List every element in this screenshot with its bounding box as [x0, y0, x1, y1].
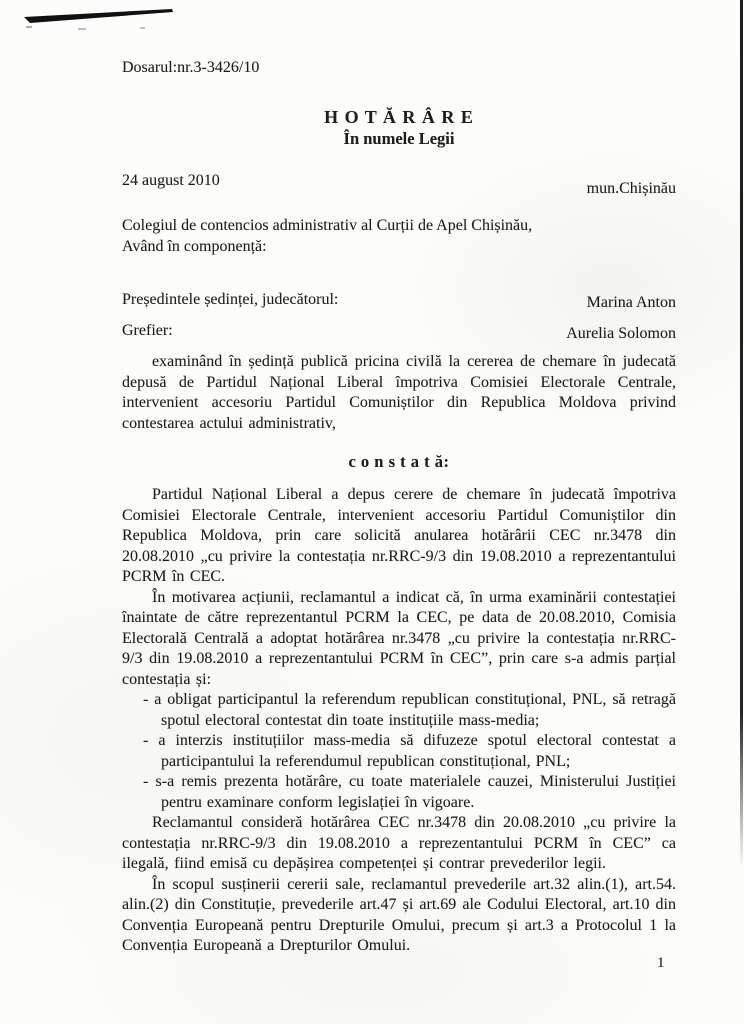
ruling-points-list: [122, 690, 676, 813]
body-paragraph: Reclamantul consideră hotărârea CEC nr.3478 din 20.08.2010 „cu privire la contestația nr.RRC-9/3 din 19.08.2010 a reprezentantului PCRM în CEC” ca ilegală, fiind emisă cu depășirea competenței și contrar prevederilor legii.: [122, 814, 676, 872]
page-number: 1: [657, 955, 665, 971]
court-name: Colegiul de contencios administrativ al Curții de Apel Chișinău,: [122, 217, 533, 234]
role-row-clerk: [122, 321, 676, 341]
document-title: H O T Ă R Â R E: [324, 107, 474, 127]
panel-composition: [122, 290, 676, 341]
body-paragraph: Partidul Național Liberal a depus cerere de chemare în judecată împotriva Comisiei Electorale Centrale, intervenient accesoriu Partidul Comuniștilor din Republica Moldova, prin care solicită anularea hotărârii CEC nr.3478 din 20.08.2010 „cu privire la contestația nr.RRC-9/3 din 19.08.2010 a reprezentantului PCRM în CEC.: [122, 486, 676, 585]
decision-date: 24 august 2010: [122, 172, 220, 189]
body-paragraph: În motivarea acțiunii, reclamantul a indicat că, în urma examinării contestației înaintate de către reprezentantul PCRM la CEC, pe data de 20.08.2010, Comisia Electorală Centrală a adoptat hotărârea nr.3478 „cu privire la contestația nr.RRC-9/3 din 19.08.2010 a reprezentantului PCRM în CEC”, prin care s-a admis parțial contestația și:: [122, 588, 676, 688]
decision-city: mun.Chișinău: [586, 180, 676, 197]
document-subtitle: În numele Legii: [343, 129, 455, 148]
case-number: Dosarul:nr.3-3426/10: [122, 59, 260, 76]
preamble-paragraph: examinând în ședință publică pricina civilă la cererea de chemare în judecată depusă de Partidul Național Liberal împotriva Comisiei Electorale Centrale, intervenient accesoriu Partidul Comuniștilor din Republica Moldova privind contestarea actului administrativ,: [122, 353, 676, 432]
composition-intro: Având în componență:: [122, 238, 267, 255]
clerk-label: Grefier:: [122, 322, 173, 339]
body-paragraph: În scopul susținerii cererii sale, reclamantul prevederile art.32 alin.(1), art.54. alin.(2) din Constituție, prevederile art.47 și art.69 ale Codului Electoral, art.10 din Convenția Europeană pentru Drepturile Omului, precum și art.3 a Protocolul 1 la Convenția Europeană a Drepturilor Omului.: [122, 875, 676, 954]
section-heading-constata: c o n s t a t ă:: [348, 452, 450, 471]
role-row-president: [122, 290, 676, 310]
ruling-point: - s-a remis prezenta hotărâre, cu toate materialele cauzei, Ministerului Justiției pentru examinare conform legislației în vigoare.: [143, 773, 676, 811]
court-block: [122, 215, 676, 257]
ruling-point: - a obligat participantul la referendum republican constituțional, PNL, să retragă spotul electoral contestat din toate instituțiile mass-media;: [143, 691, 676, 729]
clerk-name: Aurelia Solomon: [566, 325, 676, 342]
president-label: Președintele ședinței, judecătorul:: [122, 291, 339, 308]
president-name: Marina Anton: [586, 294, 676, 311]
scan-edge-artifact: [740, 0, 743, 868]
body-block: [122, 485, 676, 957]
document-content: [122, 0, 676, 957]
date-row: [122, 171, 676, 197]
ruling-point: - a interzis instituțiilor mass-media să difuzeze spotul electoral contestat a participantului la referendumul republican constituțional, PNL;: [143, 732, 676, 770]
